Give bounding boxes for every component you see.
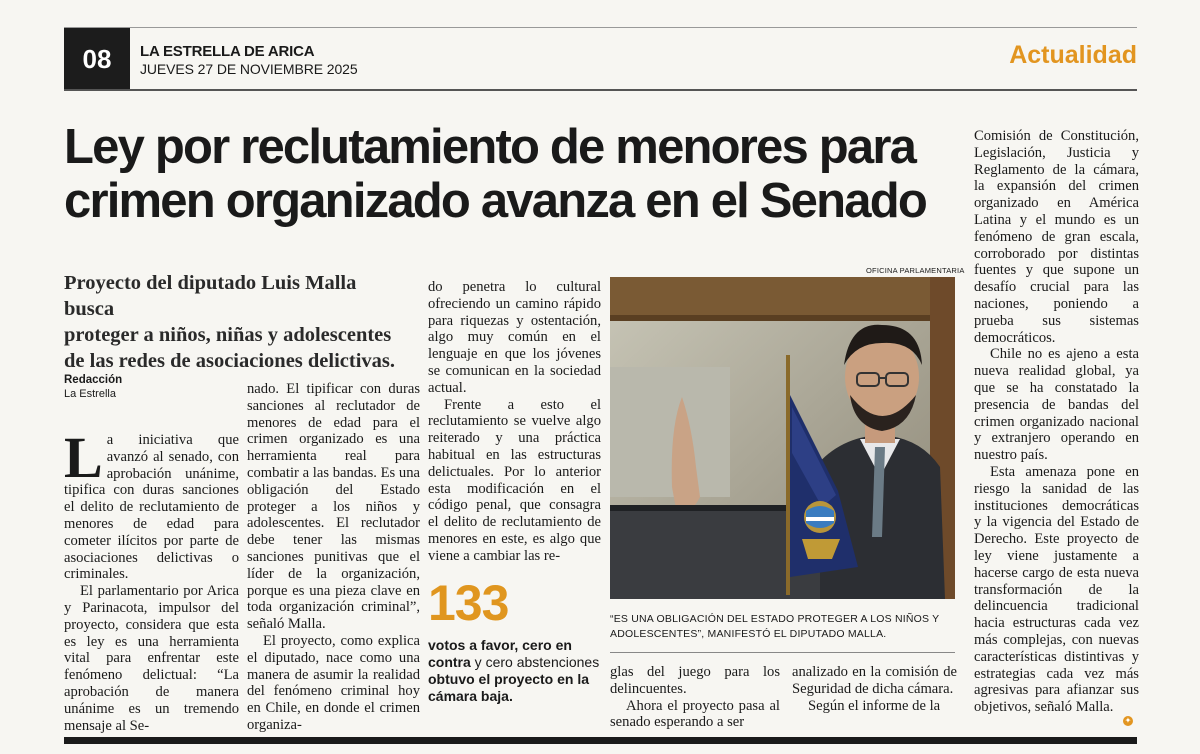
deck-line-1: Proyecto del diputado Luis Malla busca (64, 272, 357, 320)
article-column-4 (610, 664, 780, 731)
byline-org: La Estrella (64, 388, 116, 400)
article-column-1 (64, 425, 239, 734)
masthead-rule (64, 89, 1137, 91)
caption-rule (610, 652, 955, 653)
page-number: 08 (64, 28, 130, 90)
headline (64, 120, 964, 228)
article-column-3 (428, 279, 601, 565)
stat-number: 133 (428, 575, 509, 631)
paragraph: Ahora el proyecto pasa al senado esperando a ser (610, 697, 780, 731)
deck-line-3: de las redes de asociaciones delictivas. (64, 350, 396, 372)
byline-name: Redacción (64, 374, 123, 386)
photo-credit: OFICINA PARLAMENTARIA (866, 266, 965, 275)
paragraph: glas del juego para los delincuentes. (610, 664, 780, 697)
deck-line-2: proteger a niños, niñas y adolescentes (64, 324, 392, 346)
newspaper-name: LA ESTRELLA DE ARICA (140, 43, 315, 60)
photo-caption: “ES UNA OBLIGACIÓN DEL ESTADO PROTEGER A LOS NIÑOS Y ADOLESCENTES”, MANIFESTÓ EL DIPUTADO MALLA. (610, 613, 940, 640)
legislator-photo-illustration (610, 277, 955, 599)
headline-line-1: Ley por reclutamiento de menores para (64, 120, 916, 174)
issue-date: JUEVES 27 DE NOVIEMBRE 2025 (140, 61, 358, 77)
section-label: Actualidad (1009, 41, 1137, 69)
paragraph: Frente a esto el reclutamiento se vuelve algo reiterado y una práctica habitual en las estructuras delictuales. Por lo anterior esta modificación en el código penal, que consagra el delito de reclutamiento de menores en este, es algo que viene a cambiar las re- (428, 396, 601, 564)
paragraph: El proyecto, como explica el diputado, nace como una manera de asumir la realidad del fenómeno criminal hoy en Chile, en donde el crimen organiza- (247, 632, 420, 733)
article-column-2 (247, 381, 420, 734)
headline-line-2: crimen organizado avanza en el Senado (64, 174, 926, 228)
paragraph: nado. El tipificar con duras sanciones al reclutador de menores de edad para el crimen organizado es una herramienta real para combatir a las bandas. Es una obligación del Estado proteger a los niños y adolescentes. El reclutador debe tener las mismas sanciones punitivas que el líder de la organización, porque es una pieza clave en toda organización criminal”, señaló Malla. (247, 381, 420, 633)
paragraph: La iniciativa que avanzó al senado, con aprobación unánime, tipifica con duras sanciones el delito de reclutamiento de menores de edad para cometer ilícitos por parte de asociaciones delictivas o criminales. (64, 425, 239, 583)
bottom-rule (64, 737, 1137, 744)
paragraph: analizado en la comisión de Seguridad de dicha cámara. (792, 664, 957, 697)
article-photo (610, 277, 955, 599)
article-column-6 (974, 128, 1139, 716)
top-rule (64, 27, 1137, 28)
paragraph: El parlamentario por Arica y Parinacota, impulsor del proyecto, considera que esta es ley es una herramienta vital para enfrentar este fenómeno delictual: “La aprobación de manera unánime es un tremendo mensaje al Se- (64, 583, 239, 734)
deck (64, 270, 409, 374)
paragraph: Esta amenaza pone en riesgo la sanidad de las instituciones democráticas y la vigencia del Estado de Derecho. Este proyecto de ley viene justamente a hacerse cargo de esta nueva transformación de la delincuencia tradicional hacia estructuras cada vez más complejas, con nuevas características distintivas y estrategias cada vez más agresivas para afianzar sus objetivos, señaló Malla. (974, 463, 1139, 716)
paragraph: Comisión de Constitución, Legislación, Justicia y Reglamento de la cámara, la expansión del crimen organizado en América Latina y el mundo es un fenómeno de gran escala, corroborado por distintas fuentes y que supone un desafío crucial para las naciones, poniendo a prueba sus sistemas democráticos. (974, 128, 1139, 346)
paragraph: Chile no es ajeno a esta nueva realidad global, ya que se ha constatado la presencia de bandas del crimen organizado nacional y extranjero operando en nuestro país. (974, 346, 1139, 464)
paragraph: Según el informe de la (808, 697, 941, 714)
drop-cap: L (64, 425, 103, 490)
end-mark-icon: ✦ (1124, 716, 1132, 725)
article-column-5 (792, 664, 957, 714)
paragraph: do penetra lo cultural ofreciendo un camino rápido para riquezas y ostentación, algo muy común en el lenguaje en que los jóvenes se comunican en la sociedad actual. (428, 279, 601, 396)
stat-text: votos a favor, cero en contra y cero abstenciones obtuvo el proyecto en la cámara baja. (428, 637, 600, 704)
